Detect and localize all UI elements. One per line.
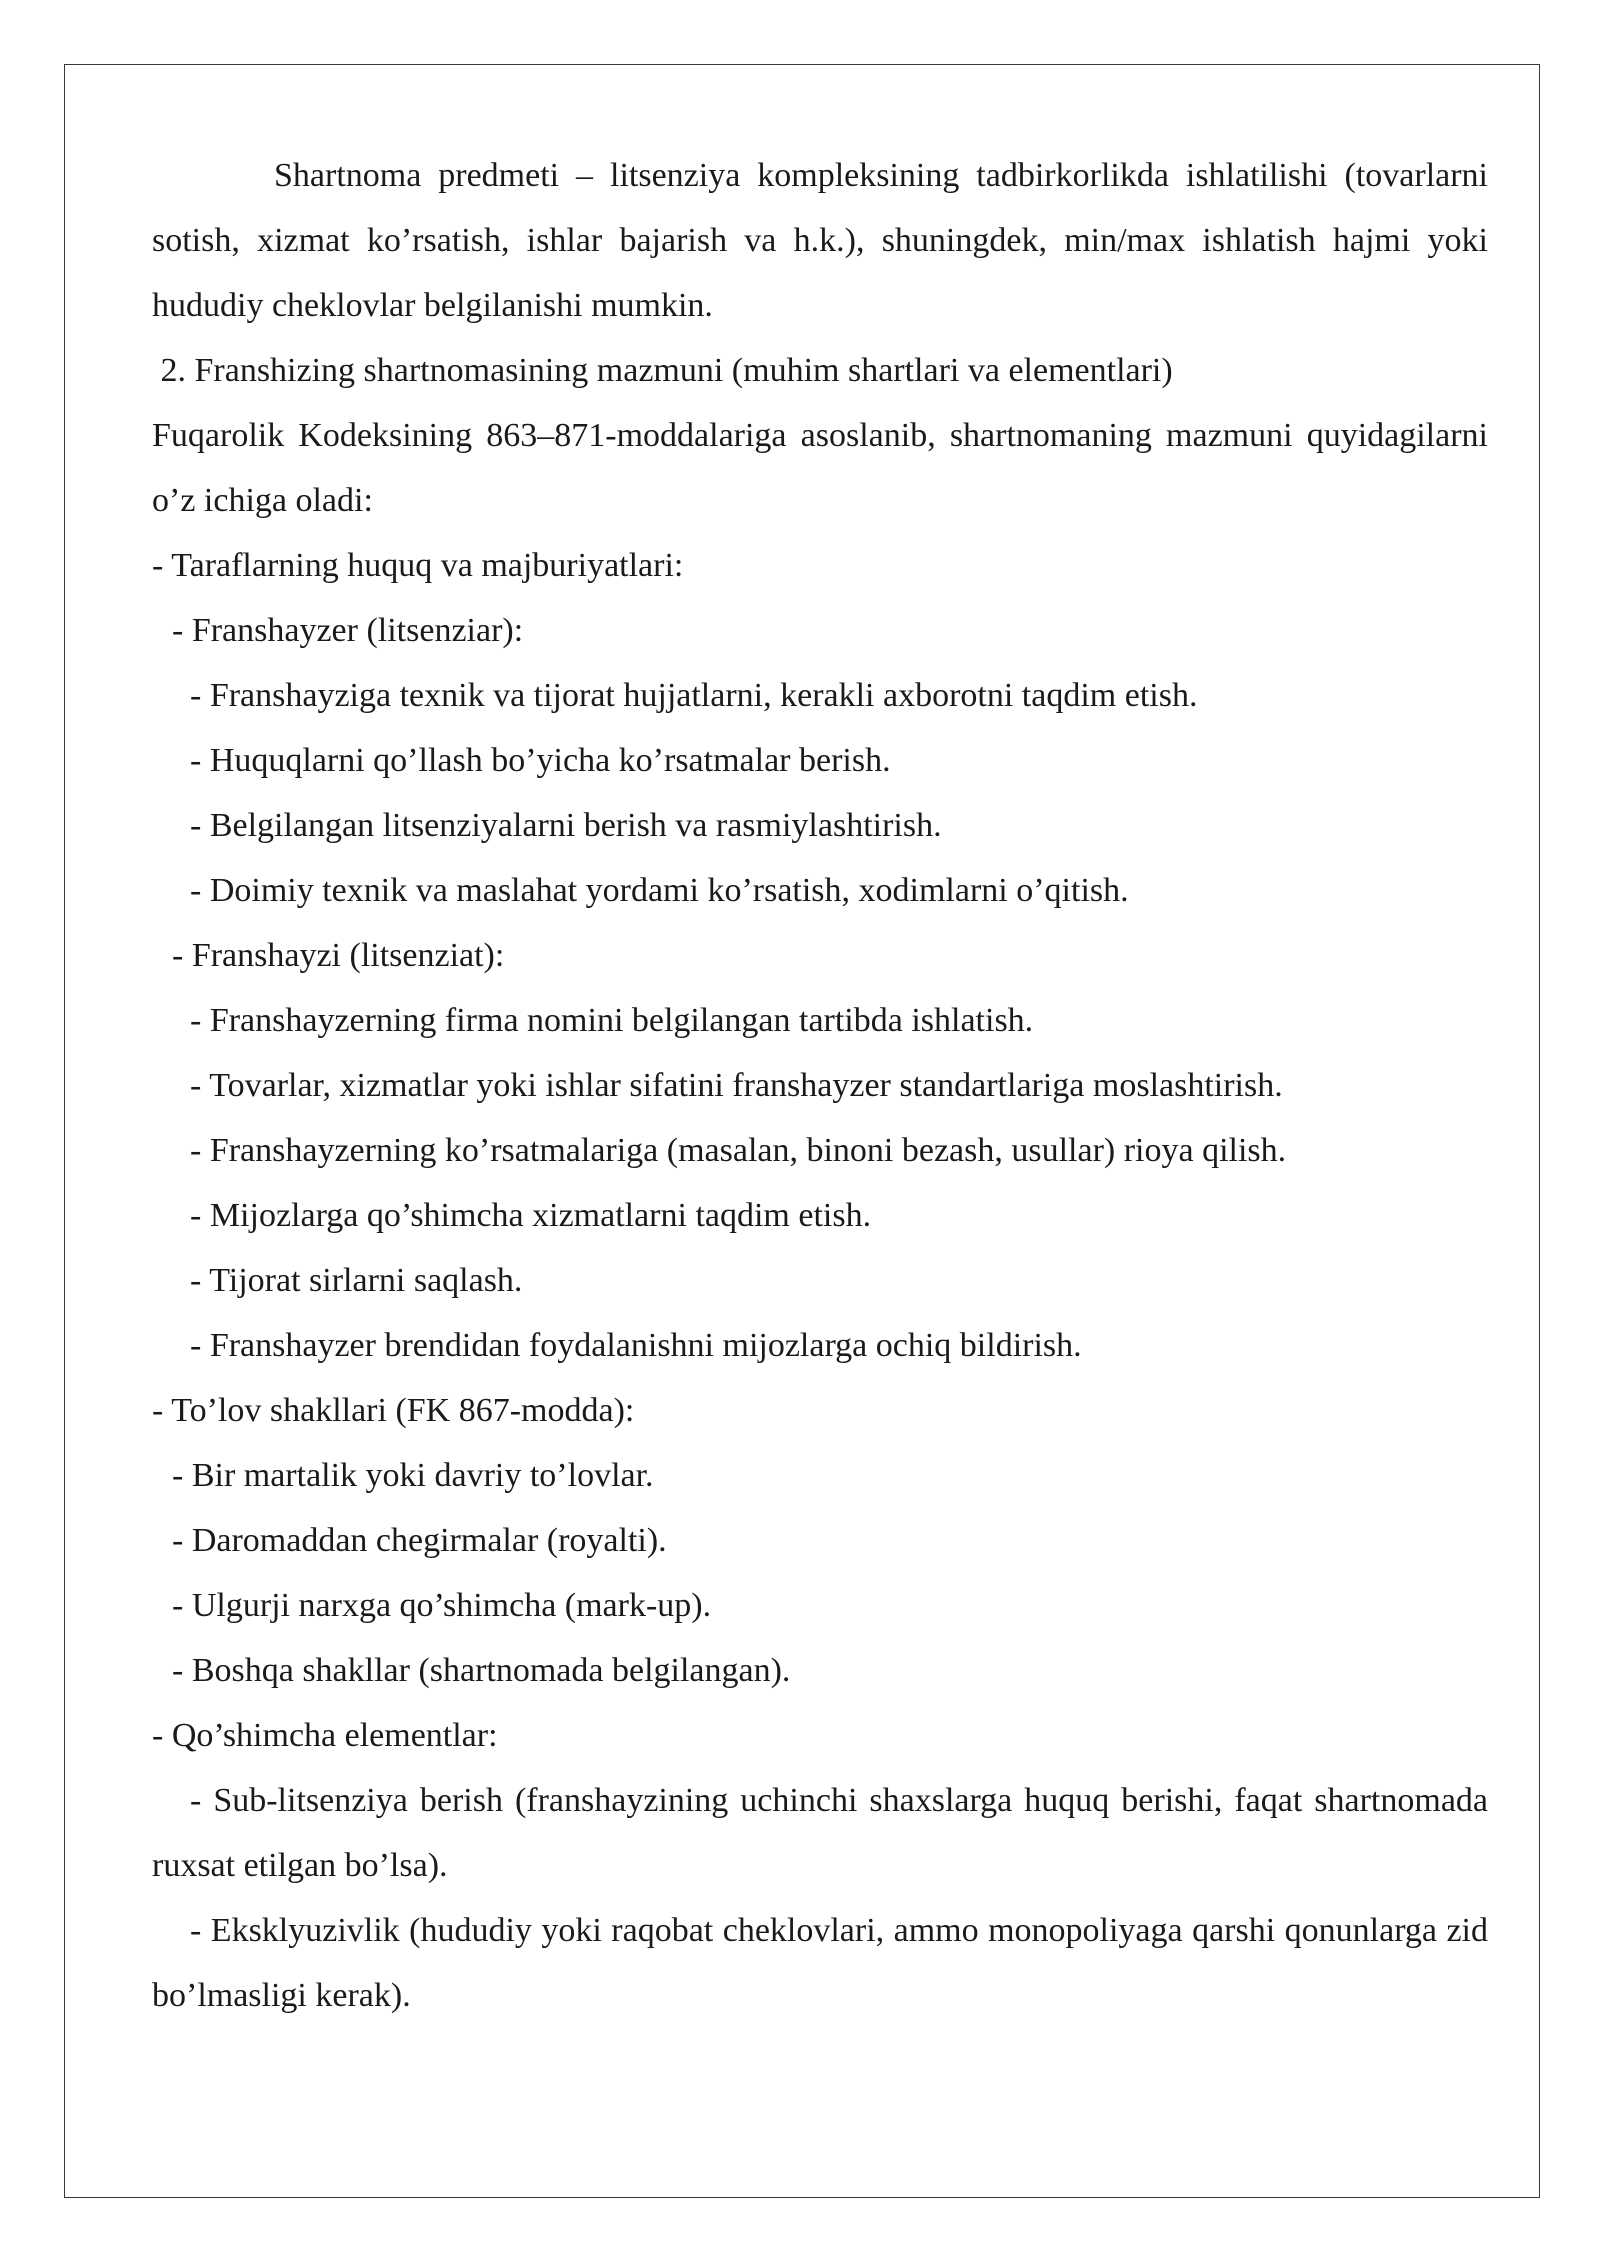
section-heading: 2. Franshizing shartnomasining mazmuni (muhim shartlari va elementlari) [152, 352, 1173, 389]
list-item: - Tijorat sirlarni saqlash. [190, 1262, 523, 1299]
rights-title: - Taraflarning huquq va majburiyatlari: [152, 547, 684, 584]
payments-title: - To’lov shakllari (FK 867-modda): [152, 1392, 635, 1429]
list-item: - Tovarlar, xizmatlar yoki ishlar sifatini franshayzer standartlariga moslashtirish. [190, 1067, 1283, 1104]
document-body [152, 143, 1488, 2028]
list-item: - Franshayzer brendidan foydalanishni mijozlarga ochiq bildirish. [190, 1327, 1082, 1364]
list-item: - Ulgurji narxga qo’shimcha (mark-up). [172, 1587, 712, 1624]
list-item: - Eksklyuzivlik (hududiy yoki raqobat cheklovlari, ammo monopoliyaga qarshi qonunlarga zid bo’lmasligi kerak). [152, 1912, 1488, 2014]
list-item: - Franshayzerning firma nomini belgilangan tartibda ishlatish. [190, 1002, 1034, 1039]
franchisee-title: - Franshayzi (litsenziat): [172, 937, 505, 974]
intro-paragraph: Shartnoma predmeti – litsenziya kompleksining tadbirkorlikda ishlatilishi (tovarlarni sotish, xizmat ko’rsatish, ishlar bajarish va h.k.), shuningdek, min/max ishlatish hajmi yoki hududiy cheklovlar belgilanishi mumkin. [152, 157, 1488, 324]
list-item: - Belgilangan litsenziyalarni berish va rasmiylashtirish. [190, 807, 942, 844]
franchisor-title: - Franshayzer (litsenziar): [172, 612, 524, 649]
list-item: - Franshayziga texnik va tijorat hujjatlarni, kerakli axborotni taqdim etish. [190, 677, 1198, 714]
list-item: - Sub-litsenziya berish (franshayzining uchinchi shaxslarga huquq berishi, faqat shartnomada ruxsat etilgan bo’lsa). [152, 1782, 1488, 1884]
list-item: - Daromaddan chegirmalar (royalti). [172, 1522, 667, 1559]
list-item: - Franshayzerning ko’rsatmalariga (masalan, binoni bezash, usullar) rioya qilish. [190, 1132, 1287, 1169]
list-item: - Huquqlarni qo’llash bo’yicha ko’rsatmalar berish. [190, 742, 891, 779]
list-item: - Boshqa shakllar (shartnomada belgilangan). [172, 1652, 791, 1689]
list-item: - Mijozlarga qo’shimcha xizmatlarni taqdim etish. [190, 1197, 872, 1234]
additional-title: - Qo’shimcha elementlar: [152, 1717, 498, 1754]
list-item: - Doimiy texnik va maslahat yordami ko’rsatish, xodimlarni o’qitish. [190, 872, 1129, 909]
list-item: - Bir martalik yoki davriy to’lovlar. [172, 1457, 654, 1494]
section-intro: Fuqarolik Kodeksining 863–871-moddalariga asoslanib, shartnomaning mazmuni quyidagilarni o’z ichiga oladi: [152, 417, 1488, 519]
